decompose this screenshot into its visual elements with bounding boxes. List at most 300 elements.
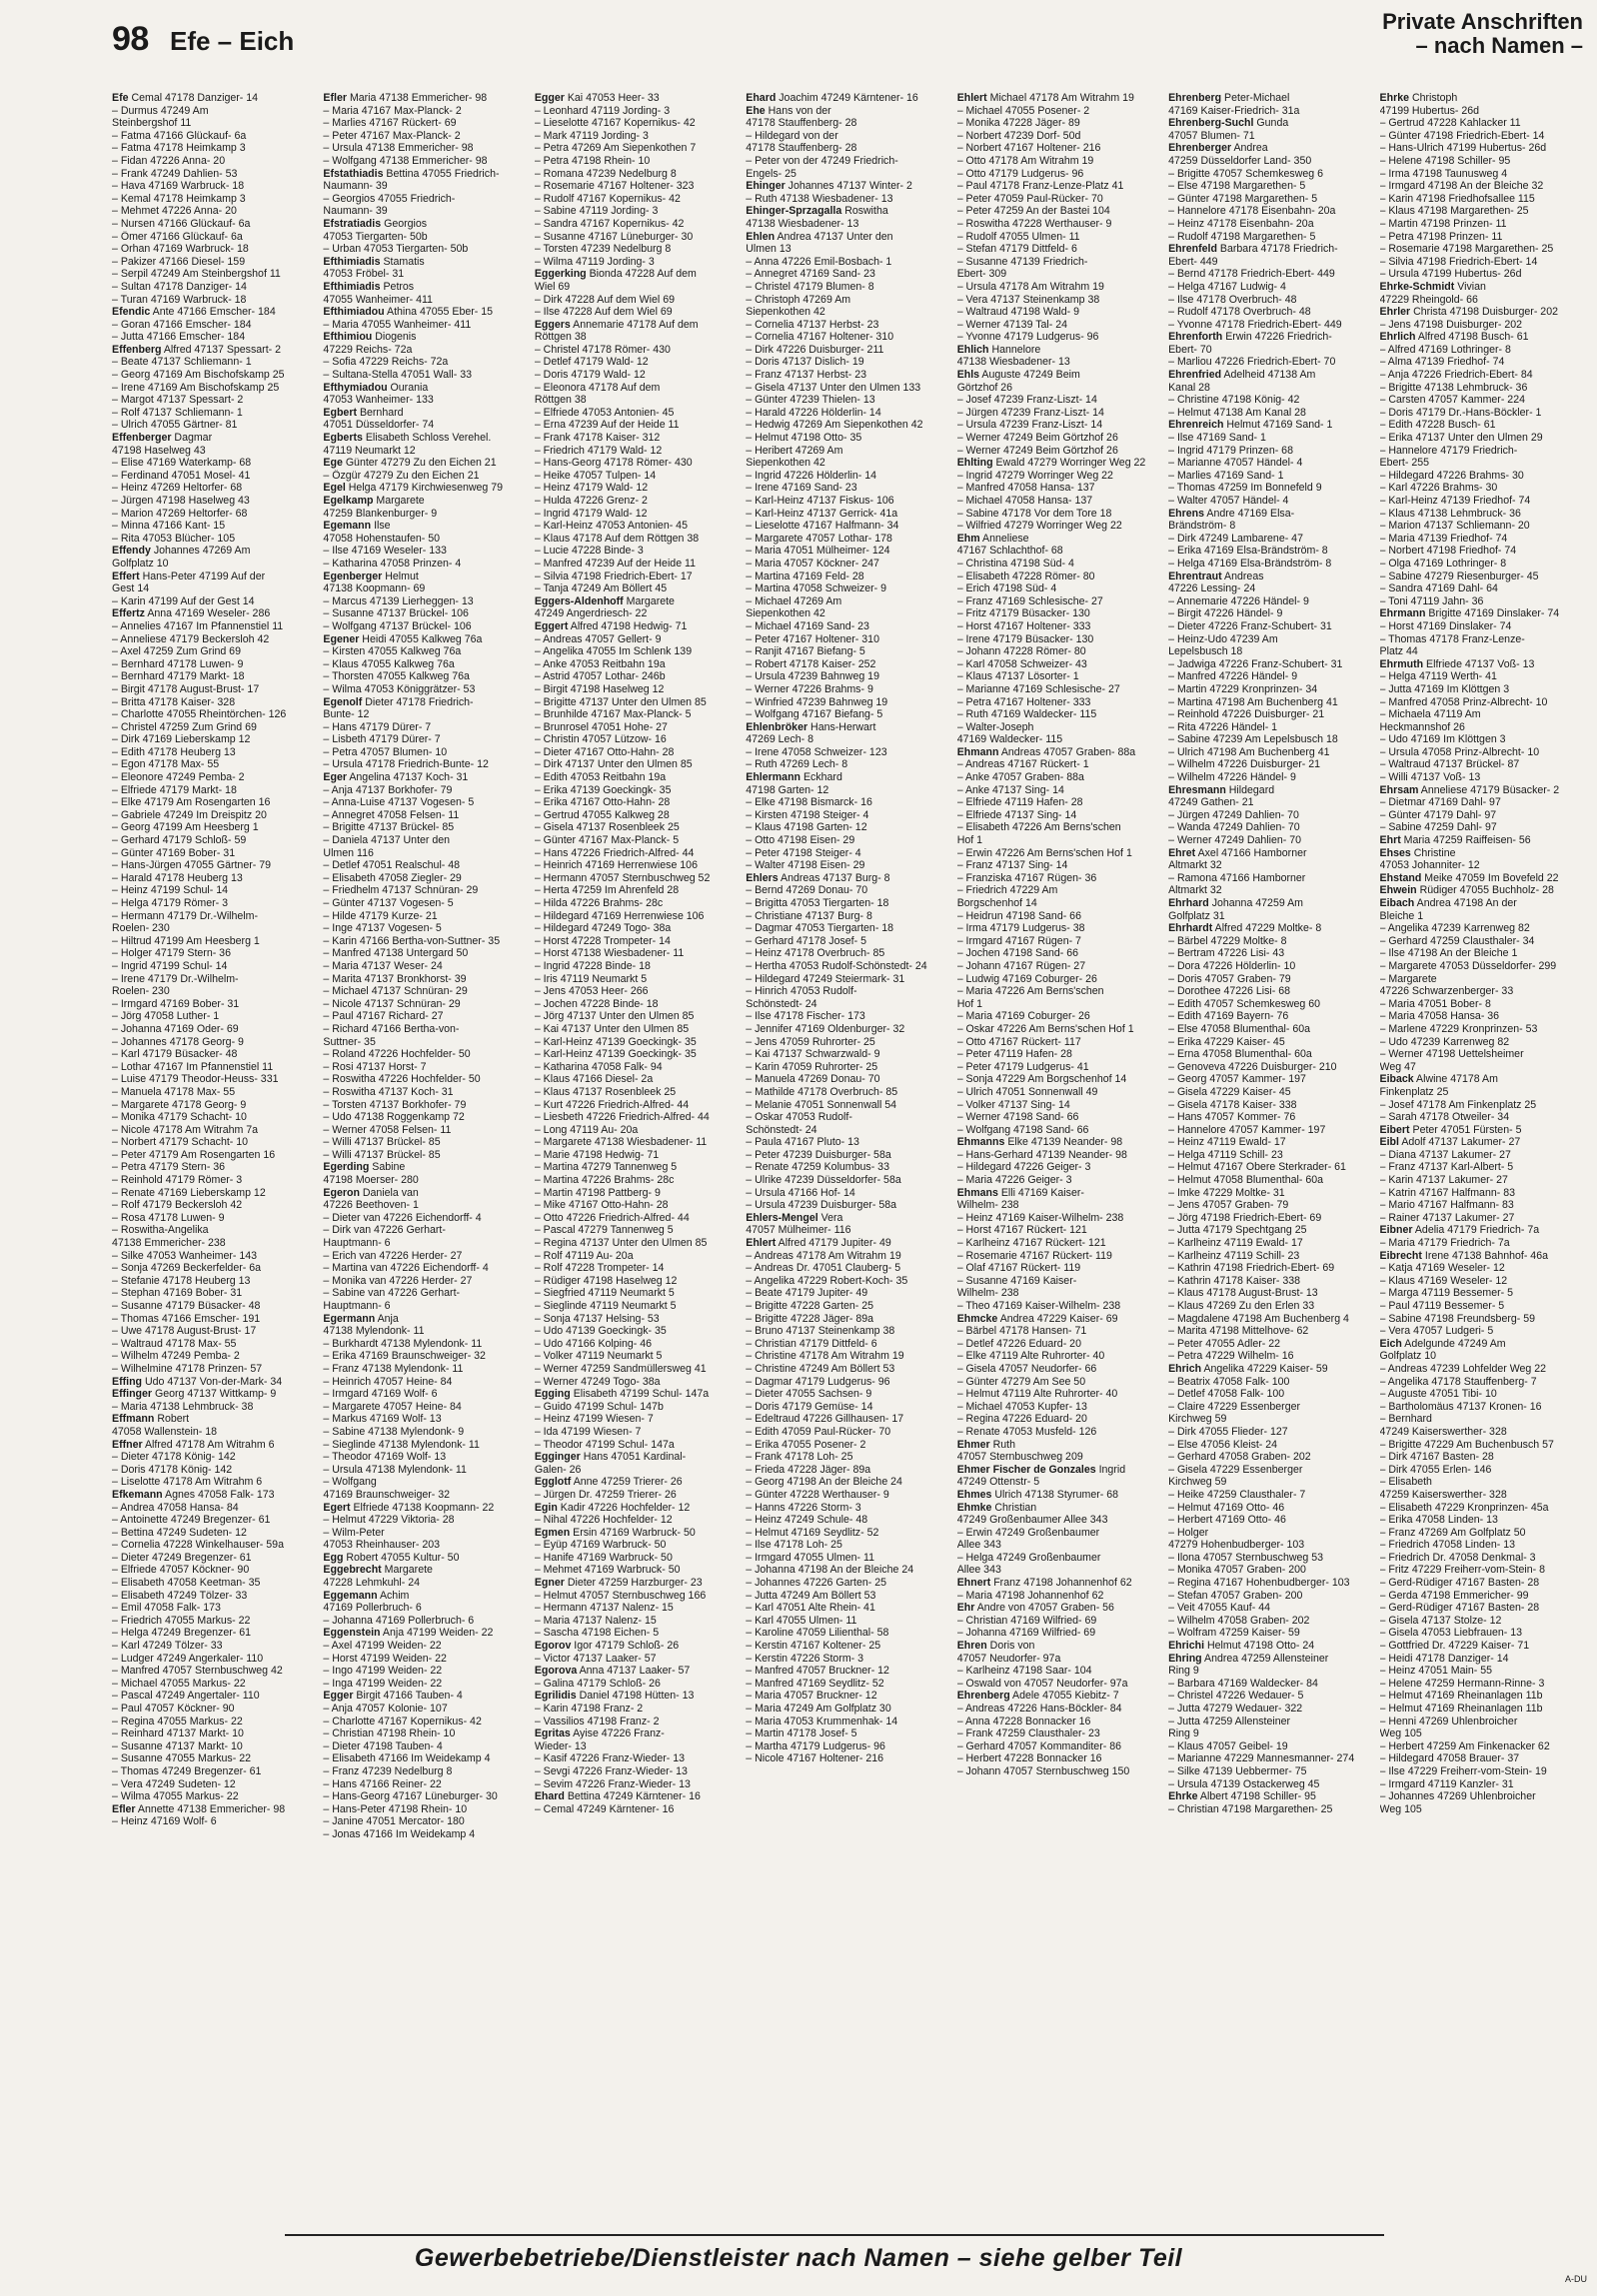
- directory-entry: [535, 1187, 738, 1200]
- entry-details: Agnes 47058 Falk- 173: [165, 1488, 275, 1501]
- entry-details: – Karl-Heinz 47139 Goeckingk- 35: [534, 1035, 697, 1048]
- directory-entry: [957, 897, 1160, 910]
- directory-entry: [957, 470, 1160, 483]
- directory-entry: [957, 582, 1160, 595]
- directory-entry: [746, 407, 948, 420]
- entry-details: – Gerhard 47057 Kommanditer- 86: [956, 1739, 1121, 1752]
- directory-entry: [1380, 1136, 1583, 1149]
- surname: Eggerking: [534, 268, 587, 281]
- entry-details: – Manfred 47058 Prinz-Albrecht- 10: [1379, 695, 1548, 708]
- entry-details: – Helga 47169 Elsa-Brändström- 8: [1168, 557, 1332, 570]
- directory-entry: [746, 872, 948, 885]
- directory-entry: [1168, 1111, 1371, 1124]
- directory-entry: [535, 922, 738, 935]
- directory-entry: [535, 947, 738, 960]
- directory-entry: [1380, 419, 1583, 432]
- entry-details: – Paula 47167 Pluto- 13: [746, 1136, 859, 1149]
- directory-entry: [746, 947, 948, 960]
- directory-entry: [1380, 645, 1583, 658]
- entry-details: – Peter 47239 Duisburger- 58a: [746, 1148, 891, 1161]
- entry-details: – Maria 47055 Wanheimer- 411: [323, 318, 472, 331]
- directory-entry: [1380, 545, 1583, 558]
- entry-details: – Karlheinz 47167 Rückert- 121: [956, 1237, 1106, 1250]
- directory-entry: [535, 847, 738, 860]
- entry-details: Johanna 47259 Am: [1211, 897, 1303, 909]
- directory-entry: [112, 935, 315, 948]
- directory-entry: [323, 142, 526, 155]
- directory-entry: [112, 243, 315, 256]
- entry-details: – Genoveva 47226 Duisburger- 210: [1168, 1060, 1337, 1073]
- directory-entry: [323, 1703, 526, 1716]
- entry-details: – Martina van 47226 Eichendorff- 4: [323, 1262, 489, 1275]
- entry-details: – Bernd 47269 Donau- 70: [746, 884, 868, 897]
- entry-details: – Christian 47169 Wilfried- 69: [956, 1614, 1097, 1627]
- entry-details: – Luise 47179 Theodor-Heuss- 331: [112, 1073, 279, 1086]
- entry-details: – Klaus 47138 Lehmbruck- 36: [1379, 507, 1521, 520]
- directory-entry: [535, 771, 738, 784]
- entry-details: – Erika 47169 Elsa-Brändström- 8: [1168, 545, 1328, 558]
- directory-entry: [746, 168, 948, 181]
- entry-details: – Cemal 47249 Kärntener- 16: [534, 1802, 675, 1815]
- entry-details: – Harald 47178 Heuberg 13: [112, 871, 243, 884]
- entry-details: Allee 343: [956, 1539, 1001, 1552]
- entry-details: 47249 Angerdriesch- 22: [534, 607, 648, 620]
- section-title-line2: – nach Namen –: [1415, 33, 1583, 58]
- entry-details: – Karl 47055 Ulmen- 11: [746, 1614, 857, 1627]
- directory-entry: [323, 356, 526, 369]
- entry-details: – Gisela 47137 Rosenbleek 25: [534, 821, 680, 834]
- entry-details: – Fidan 47226 Anna- 20: [112, 154, 226, 167]
- entry-details: – Leonhard 47119 Jording- 3: [534, 104, 671, 117]
- entry-details: – Christel 47178 Römer- 430: [534, 343, 671, 356]
- entry-details: – Gisela 47229 Kaiser- 45: [1168, 1085, 1291, 1098]
- directory-entry: [535, 1778, 738, 1791]
- entry-details: – Maria 47167 Max-Planck- 2: [323, 104, 462, 117]
- entry-details: – Hans 47057 Kommer- 76: [1168, 1111, 1296, 1124]
- entry-details: Heidi 47055 Kalkweg 76a: [362, 632, 483, 645]
- directory-entry: [1380, 1716, 1583, 1728]
- directory-entry: [1380, 1010, 1583, 1023]
- directory-entry: [323, 571, 526, 583]
- entry-details: – Otto 47198 Eisen- 29: [746, 834, 855, 847]
- surname: Ehmanns: [956, 1136, 1005, 1149]
- directory-entry: [746, 344, 948, 357]
- entry-details: – Elisabeth 47229 Kronprinzen- 45a: [1379, 1501, 1549, 1514]
- entry-details: – Anke 47137 Sing- 14: [956, 783, 1064, 796]
- entry-details: – Britta 47178 Kaiser- 328: [112, 695, 236, 708]
- directory-entry: [746, 708, 948, 721]
- entry-details: – Stefanie 47178 Heuberg 13: [112, 1274, 251, 1287]
- entry-details: Brändström- 8: [1168, 520, 1236, 533]
- entry-details: Elisabeth 47199 Schul- 147a: [573, 1388, 710, 1401]
- entry-details: – Doris 47179 Wald- 12: [534, 369, 646, 382]
- directory-entry: [323, 1740, 526, 1753]
- directory-entry: [112, 1275, 315, 1288]
- entry-details: – Waltraud 47137 Brückel- 87: [1379, 758, 1520, 771]
- directory-entry: [112, 1539, 315, 1552]
- entry-details: Andre von 47057 Graben- 56: [976, 1602, 1114, 1615]
- directory-entry: [957, 1552, 1160, 1565]
- surname: Eggebrecht: [323, 1564, 382, 1577]
- entry-details: – Sabine 47138 Mylendonk- 9: [323, 1425, 465, 1438]
- entry-details: – Jadwiga 47226 Franz-Schubert- 31: [1168, 657, 1343, 670]
- directory-entry: [323, 1401, 526, 1414]
- surname: Efe: [112, 92, 129, 104]
- directory-entry: [323, 1036, 526, 1049]
- entry-details: – Doris 47179 Dr.-Hans-Böckler- 1: [1379, 406, 1542, 419]
- directory-entry: [535, 809, 738, 822]
- entry-details: Birgit 47166 Tauben- 4: [356, 1690, 463, 1703]
- surname: Ehe: [746, 104, 766, 117]
- entry-details: – Peter 47167 Holtener- 310: [746, 632, 879, 645]
- entry-details: – Rita 47053 Blücher- 105: [112, 532, 236, 545]
- entry-details: – Helmut 47057 Sternbuschweg 166: [534, 1589, 707, 1602]
- directory-entry: [957, 834, 1160, 847]
- surname: Efthymiadou: [323, 381, 388, 394]
- entry-details: – Peter 47119 Hafen- 28: [956, 1048, 1072, 1061]
- directory-entry: [323, 696, 526, 709]
- surname: Egmen: [534, 1526, 571, 1539]
- entry-details: – Roswitha 47228 Werthauser- 9: [956, 217, 1112, 230]
- entry-details: Ruth: [992, 1438, 1016, 1451]
- directory-entry: [1380, 1752, 1583, 1765]
- directory-entry: [112, 419, 315, 432]
- directory-entry: [1168, 1061, 1371, 1074]
- directory-entry: [1380, 1439, 1583, 1452]
- entry-details: – Stefan 47179 Dittfeld- 6: [956, 243, 1077, 256]
- entry-details: – Carsten 47057 Kammer- 224: [1379, 394, 1525, 407]
- directory-entry: [535, 180, 738, 193]
- directory-entry: [112, 1413, 315, 1426]
- entry-details: – Özgür 47279 Zu den Eichen 21: [323, 469, 480, 482]
- entry-details: Wiel 69: [534, 280, 571, 293]
- directory-entry: [1168, 1716, 1371, 1728]
- directory-entry: [1380, 319, 1583, 332]
- directory-entry: [112, 784, 315, 797]
- directory-entry: [1380, 558, 1583, 571]
- directory-entry: [1380, 683, 1583, 696]
- entry-details: – Elisabeth 47058 Ziegler- 29: [323, 871, 462, 884]
- directory-entry: [112, 1615, 315, 1628]
- directory-entry: [1380, 394, 1583, 407]
- entry-details: Siepenkothen 42: [746, 607, 825, 620]
- entry-details: – Rudolf 47178 Overbruch- 48: [1168, 306, 1311, 319]
- directory-entry: [112, 1577, 315, 1590]
- entry-details: – Elisabeth 47249 Tölzer- 33: [112, 1589, 248, 1602]
- entry-details: – Angelika 47229 Robert-Koch- 35: [746, 1274, 908, 1287]
- directory-entry: [1380, 1502, 1583, 1515]
- directory-entry: [957, 457, 1160, 470]
- directory-entry: [535, 1250, 738, 1263]
- directory-entry: [1380, 1161, 1583, 1174]
- entry-details: – Hildegard 47249 Steiermark- 31: [746, 972, 905, 985]
- directory-entry: [1168, 1703, 1371, 1716]
- surname: Egginger: [534, 1451, 581, 1464]
- entry-details: – Annemarie 47226 Händel- 9: [1168, 594, 1309, 607]
- directory-entry: [1380, 457, 1583, 470]
- entry-details: Golfplatz 31: [1168, 909, 1225, 922]
- directory-entry: [1168, 973, 1371, 986]
- entry-details: – Jörg 47058 Luther- 1: [112, 1010, 220, 1023]
- entry-details: Weg 105: [1379, 1802, 1422, 1815]
- entry-details: Ebert- 70: [1168, 343, 1212, 356]
- entry-details: – Roland 47226 Hochfelder- 50: [323, 1048, 471, 1061]
- directory-entry: [1380, 1313, 1583, 1326]
- entry-details: – Bartholomäus 47137 Kronen- 16: [1379, 1400, 1542, 1413]
- entry-details: – Herbert 47259 Am Finkenacker 62: [1379, 1739, 1550, 1752]
- entry-details: – Waltraud 47198 Wald- 9: [956, 306, 1079, 319]
- directory-entry: [1380, 633, 1583, 646]
- surname: Ehrke: [1379, 92, 1409, 104]
- entry-details: – Doris 47179 Gemüse- 14: [746, 1400, 873, 1413]
- directory-entry: [957, 520, 1160, 533]
- entry-details: Axel 47166 Hamborner: [1197, 846, 1307, 859]
- entry-details: – Herbert 47228 Bonnacker 16: [956, 1752, 1102, 1765]
- directory-entry: [1168, 508, 1371, 521]
- entry-details: – Bernhard 47179 Markt- 18: [112, 670, 245, 683]
- entry-details: – Brunhilde 47167 Max-Planck- 5: [534, 708, 692, 721]
- directory-entry: [1168, 746, 1371, 759]
- surname: Egelkamp: [323, 495, 374, 507]
- directory-entry: [1380, 985, 1583, 998]
- directory-entry: [1380, 1325, 1583, 1338]
- directory-entry: [746, 193, 948, 206]
- directory-entry: [323, 1073, 526, 1086]
- entry-details: – Manfred 47138 Untergard 50: [323, 947, 469, 960]
- entry-details: – Elisabeth 47058 Keetman- 35: [112, 1577, 261, 1590]
- directory-entry: [957, 1212, 1160, 1225]
- directory-entry: [535, 1136, 738, 1149]
- entry-details: – Hildegard 47169 Herrenwiese 106: [534, 909, 705, 922]
- entry-details: – Liselotte 47178 Am Witrahm 6: [112, 1476, 263, 1489]
- column-6: [1168, 92, 1371, 2230]
- directory-entry: [323, 884, 526, 897]
- directory-entry: [535, 1313, 738, 1326]
- directory-entry: [112, 1174, 315, 1187]
- entry-details: – Brigitte 47228 Jäger- 89a: [746, 1312, 874, 1325]
- directory-entry: [1380, 130, 1583, 143]
- entry-details: – Monika van 47226 Herder- 27: [323, 1274, 473, 1287]
- entry-details: – Peter 47059 Paul-Rücker- 70: [956, 192, 1103, 205]
- directory-entry: [957, 1489, 1160, 1502]
- entry-details: – Reinhard 47137 Markt- 10: [112, 1727, 244, 1740]
- entry-details: – Franz 47137 Herbst- 23: [746, 369, 866, 382]
- directory-entry: [1168, 935, 1371, 948]
- entry-details: – Ursula 47166 Hof- 14: [746, 1186, 855, 1199]
- directory-entry: [746, 470, 948, 483]
- directory-entry: [323, 784, 526, 797]
- entry-details: – Horst 47138 Wiesbadener- 11: [534, 947, 685, 960]
- directory-entry: [746, 1653, 948, 1666]
- entry-details: Hauptmann- 6: [323, 1300, 391, 1312]
- entry-details: – Mathilde 47178 Overbruch- 85: [746, 1085, 898, 1098]
- entry-details: – Vera 47137 Steinenkamp 38: [956, 293, 1100, 306]
- entry-details: Kadir 47226 Hochfelder- 12: [560, 1501, 691, 1514]
- directory-entry: [957, 1325, 1160, 1338]
- entry-details: – Horst 47167 Holtener- 333: [956, 619, 1091, 632]
- entry-details: – Doris 47137 Dislich- 19: [746, 356, 864, 369]
- entry-details: – Frank 47259 Clausthaler- 23: [956, 1727, 1100, 1740]
- entry-details: – Jürgen 47198 Haselweg 43: [112, 495, 250, 507]
- directory-entry: [535, 1086, 738, 1099]
- directory-entry: [112, 821, 315, 834]
- directory-entry: [323, 683, 526, 696]
- entry-details: – Birgit 47178 August-Brust- 17: [112, 682, 260, 695]
- entry-details: Naumann- 39: [323, 180, 388, 193]
- entry-details: – Marion 47137 Schliemann- 20: [1379, 520, 1530, 533]
- directory-entry: [957, 193, 1160, 206]
- entry-details: – Hilde 47179 Kurze- 21: [323, 909, 438, 922]
- entry-details: Helmut 47169 Sand- 1: [1226, 419, 1333, 432]
- entry-details: – Erika 47169 Braunschweiger- 32: [323, 1350, 486, 1363]
- directory-entry: [746, 1640, 948, 1653]
- directory-entry: [323, 645, 526, 658]
- directory-entry: [112, 998, 315, 1011]
- directory-entry: [957, 1426, 1160, 1439]
- entry-details: – Elisabeth: [1379, 1476, 1432, 1489]
- directory-entry: [323, 457, 526, 470]
- entry-details: – Michael 47169 Sand- 23: [746, 619, 869, 632]
- directory-entry: [1380, 508, 1583, 521]
- directory-entry: [746, 809, 948, 822]
- directory-entry: [746, 1099, 948, 1112]
- entry-details: – Dirk van 47226 Gerhart-: [323, 1224, 446, 1237]
- entry-details: – Irmgard 47119 Kanzler- 31: [1379, 1777, 1514, 1790]
- directory-entry: [1168, 758, 1371, 771]
- directory-entry: [957, 670, 1160, 683]
- directory-entry: [535, 294, 738, 307]
- directory-entry: [1168, 1665, 1371, 1678]
- directory-entry: [112, 533, 315, 546]
- entry-details: Alwine 47178 Am: [1416, 1073, 1498, 1086]
- surname: Efthimiadis: [323, 280, 381, 293]
- directory-entry: [1168, 231, 1371, 244]
- directory-entry: [535, 1590, 738, 1603]
- entry-details: – Udo 47138 Roggenkamp 72: [323, 1111, 465, 1124]
- entry-details: – Ilse 47198 An der Bleiche 1: [1379, 947, 1518, 960]
- directory-entry: [1380, 998, 1583, 1011]
- directory-entry: [112, 973, 315, 986]
- surname: Ehnert: [956, 1577, 991, 1590]
- directory-entry: [112, 658, 315, 671]
- directory-entry: [1380, 758, 1583, 771]
- directory-entry: [323, 1300, 526, 1313]
- directory-entry: [323, 1640, 526, 1653]
- directory-entry: [535, 708, 738, 721]
- directory-entry: [1380, 1287, 1583, 1300]
- directory-entry: [1380, 1527, 1583, 1540]
- entry-details: – Udo 47166 Kolping- 46: [534, 1337, 653, 1350]
- directory-entry: [1380, 1476, 1583, 1489]
- entry-details: – Elisabeth 47166 Im Weidekamp 4: [323, 1752, 491, 1765]
- directory-entry: [112, 1376, 315, 1389]
- directory-entry: [746, 1627, 948, 1640]
- entry-details: Anna 47169 Weseler- 286: [147, 607, 271, 620]
- entry-details: – Bärbel 47178 Hansen- 71: [956, 1325, 1087, 1338]
- entry-details: 47057 Sternbuschweg 209: [956, 1451, 1083, 1464]
- directory-entry: [323, 973, 526, 986]
- entry-details: – Bertram 47226 Lisi- 43: [1168, 947, 1285, 960]
- directory-entry: [957, 910, 1160, 923]
- entry-details: – Paul 47119 Bessemer- 5: [1379, 1300, 1505, 1312]
- entry-details: Alfred 47179 Jupiter- 49: [778, 1237, 891, 1250]
- entry-details: – Sabine van 47226 Gerhart-: [323, 1287, 461, 1300]
- entry-details: Dieter 47259 Harzburger- 23: [567, 1577, 703, 1590]
- entry-details: – Michael 47053 Kupfer- 13: [956, 1400, 1087, 1413]
- directory-entry: [323, 1174, 526, 1187]
- entry-details: – Irene 47169 Sand- 23: [746, 482, 857, 495]
- entry-details: – Maria 47198 Johannenhof 62: [956, 1589, 1104, 1602]
- entry-details: Altmarkt 32: [1168, 884, 1222, 897]
- directory-entry: [112, 670, 315, 683]
- entry-details: – Martina 47198 Am Buchenberg 41: [1168, 695, 1338, 708]
- entry-details: – Gerd-Rüdiger 47167 Basten- 28: [1379, 1602, 1540, 1615]
- directory-entry: [1168, 670, 1371, 683]
- directory-entry: [535, 1740, 738, 1753]
- directory-entry: [323, 670, 526, 683]
- entry-details: – Franz 47169 Schlesische- 27: [956, 594, 1103, 607]
- entry-details: – Dieter 47198 Tauben- 4: [323, 1739, 443, 1752]
- surname: Egg: [323, 1551, 344, 1564]
- entry-details: – Sieglinde 47119 Neumarkt 5: [534, 1300, 677, 1312]
- directory-entry: [1168, 859, 1371, 872]
- entry-details: – Nicole 47137 Schnüran- 29: [323, 997, 461, 1010]
- entry-details: – Karlheinz 47119 Schill- 23: [1168, 1249, 1300, 1262]
- directory-entry: [1168, 1451, 1371, 1464]
- entry-details: – Paul 47057 Köckner- 90: [112, 1703, 235, 1715]
- entry-details: – Hermann 47179 Dr.-Wilhelm-: [112, 909, 259, 922]
- entry-details: Ulmen 116: [323, 846, 374, 859]
- entry-details: – Harald 47226 Hölderlin- 14: [746, 406, 881, 419]
- directory-entry: [112, 758, 315, 771]
- entry-details: Robert 47055 Kultur- 50: [346, 1551, 460, 1564]
- entry-details: – Maria 47226 Geiger- 3: [956, 1174, 1072, 1187]
- directory-entry: [112, 1703, 315, 1716]
- directory-entry: [1380, 809, 1583, 822]
- entry-details: Hans-Herwart: [810, 720, 876, 733]
- directory-entry: [746, 142, 948, 155]
- entry-details: – Detlef 47179 Wald- 12: [534, 356, 649, 369]
- directory-entry: [535, 1678, 738, 1691]
- entry-details: Bleiche 1: [1379, 909, 1424, 922]
- entry-details: 47229 Rheingold- 66: [1379, 293, 1478, 306]
- surname: Eggenstein: [323, 1627, 381, 1640]
- entry-details: Daniela van: [362, 1186, 419, 1199]
- entry-details: – Josef 47239 Franz-Liszt- 14: [956, 394, 1097, 407]
- entry-details: – Marianne 47169 Schlesische- 27: [956, 682, 1120, 695]
- directory-entry: [112, 1527, 315, 1540]
- entry-details: Schönstedt- 24: [746, 1123, 817, 1136]
- surname: Eggers-Aldenhoff: [534, 594, 624, 607]
- directory-entry: [957, 1237, 1160, 1250]
- directory-entry: [323, 1237, 526, 1250]
- directory-entry: [535, 721, 738, 734]
- entry-details: – Petra 47179 Stern- 36: [112, 1161, 226, 1174]
- entry-details: – Andreas 47057 Gellert- 9: [534, 632, 662, 645]
- directory-entry: [1380, 696, 1583, 709]
- column-4: [746, 92, 948, 2230]
- directory-entry: [323, 306, 526, 319]
- entry-details: – Horst 47169 Dinslaker- 74: [1379, 619, 1512, 632]
- directory-entry: [746, 1527, 948, 1540]
- entry-details: – Andreas 47239 Lohfelder Weg 22: [1379, 1362, 1547, 1375]
- entry-details: Steinbergshof 11: [112, 117, 192, 130]
- entry-details: – Susanne 47167 Lüneburger- 30: [534, 230, 694, 243]
- directory-entry: [112, 508, 315, 521]
- directory-entry: [323, 1752, 526, 1765]
- surname: Ehrichi: [1168, 1640, 1205, 1653]
- directory-entry: [1168, 155, 1371, 168]
